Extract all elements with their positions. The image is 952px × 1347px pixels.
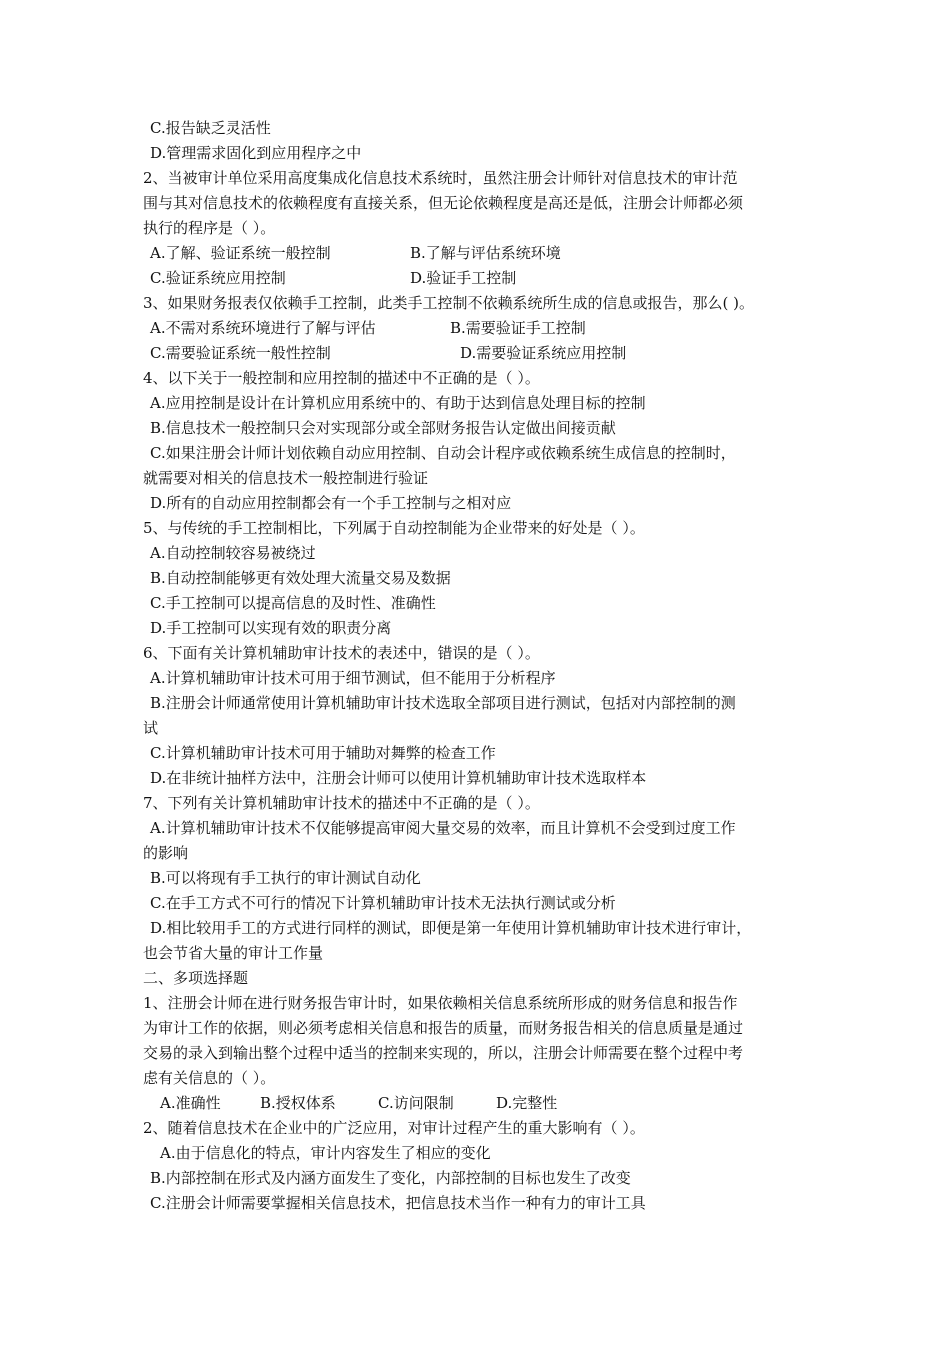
question-text: 2、当被审计单位采用高度集成化信息技术系统时，虽然注册会计师针对信息技术的审计范 — [143, 169, 738, 187]
option-text: C.如果注册会计师计划依赖自动应用控制、自动会计程序或依赖系统生成信息的控制时， — [150, 444, 736, 462]
question-text: 7、下列有关计算机辅助审计技术的描述中不正确的是（ ）。 — [143, 794, 540, 812]
option-row — [143, 316, 815, 341]
option-text: B.授权体系 — [260, 1094, 336, 1112]
option-text: C.需要验证系统一般性控制 — [150, 344, 331, 362]
question-text: 执行的程序是（ ）。 — [143, 219, 276, 237]
option-text: A.了解、验证系统一般控制 — [150, 244, 331, 262]
question-text: 4、以下关于一般控制和应用控制的描述中不正确的是（ ）。 — [143, 369, 540, 387]
option-text: B.可以将现有手工执行的审计测试自动化 — [150, 869, 421, 887]
question-text: 为审计工作的依据，则必须考虑相关信息和报告的质量，而财务报告相关的信息质量是通过 — [143, 1019, 744, 1037]
question-text: 虑有关信息的（ ）。 — [143, 1069, 276, 1087]
option-text: B.需要验证手工控制 — [450, 319, 586, 337]
option-text: A.应用控制是设计在计算机应用系统中的、有助于达到信息处理目标的控制 — [150, 394, 646, 412]
option-text: A.自动控制较容易被绕过 — [150, 544, 316, 562]
option-text: C.访问限制 — [378, 1094, 454, 1112]
option-text: D.手工控制可以实现有效的职责分离 — [150, 619, 392, 637]
option-text: D.管理需求固化到应用程序之中 — [150, 144, 362, 162]
option-text: D.在非统计抽样方法中，注册会计师可以使用计算机辅助审计技术选取样本 — [150, 769, 647, 787]
option-text: A.计算机辅助审计技术可用于细节测试，但不能用于分析程序 — [150, 669, 556, 687]
option-text: C.注册会计师需要掌握相关信息技术，把信息技术当作一种有力的审计工具 — [150, 1194, 646, 1212]
option-row — [143, 1091, 815, 1116]
option-row — [143, 241, 815, 266]
option-row — [143, 266, 815, 291]
option-text: B.了解与评估系统环境 — [410, 244, 561, 262]
question-text: 2、随着信息技术在企业中的广泛应用，对审计过程产生的重大影响有（ ）。 — [143, 1119, 645, 1137]
option-text: D.需要验证系统应用控制 — [460, 344, 627, 362]
option-text: A.不需对系统环境进行了解与评估 — [150, 319, 376, 337]
option-text: C.报告缺乏灵活性 — [150, 119, 271, 137]
option-text: B.信息技术一般控制只会对实现部分或全部财务报告认定做出间接贡献 — [150, 419, 616, 437]
section-heading: 二、多项选择题 — [143, 969, 249, 987]
question-text: 6、下面有关计算机辅助审计技术的表述中，错误的是（ ）。 — [143, 644, 540, 662]
option-text: C.手工控制可以提高信息的及时性、准确性 — [150, 594, 436, 612]
option-text: 就需要对相关的信息技术一般控制进行验证 — [143, 469, 429, 487]
option-text: D.相比较用手工的方式进行同样的测试，即便是第一年使用计算机辅助审计技术进行审计， — [150, 919, 752, 937]
option-text: D.完整性 — [496, 1094, 558, 1112]
option-text: D.验证手工控制 — [410, 269, 517, 287]
question-text: 3、如果财务报表仅依赖手工控制，此类手工控制不依赖系统所生成的信息或报告，那么( )。 — [143, 294, 755, 312]
option-text: B.自动控制能够更有效处理大流量交易及数据 — [150, 569, 451, 587]
option-row — [143, 341, 815, 366]
option-text: 也会节省大量的审计工作量 — [143, 944, 324, 962]
question-text: 交易的录入到输出整个过程中适当的控制来实现的，所以，注册会计师需要在整个过程中考 — [143, 1044, 744, 1062]
option-text: A.由于信息化的特点，审计内容发生了相应的变化 — [160, 1144, 491, 1162]
question-text: 5、与传统的手工控制相比，下列属于自动控制能为企业带来的好处是（ ）。 — [143, 519, 645, 537]
option-text: B.注册会计师通常使用计算机辅助审计技术选取全部项目进行测试，包括对内部控制的测 — [150, 694, 736, 712]
option-text: 试 — [143, 719, 159, 737]
document-page — [143, 116, 815, 1216]
option-text: A.准确性 — [160, 1094, 221, 1112]
option-text: 的影响 — [143, 844, 189, 862]
option-text: C.验证系统应用控制 — [150, 269, 286, 287]
option-text: A.计算机辅助审计技术不仅能够提高审阅大量交易的效率，而且计算机不会受到过度工作 — [150, 819, 736, 837]
option-text: C.计算机辅助审计技术可用于辅助对舞弊的检查工作 — [150, 744, 496, 762]
question-text: 1、注册会计师在进行财务报告审计时，如果依赖相关信息系统所形成的财务信息和报告作 — [143, 994, 738, 1012]
question-text: 围与其对信息技术的依赖程度有直接关系，但无论依赖程度是高还是低，注册会计师都必须 — [143, 194, 744, 212]
option-text: B.内部控制在形式及内涵方面发生了变化，内部控制的目标也发生了改变 — [150, 1169, 631, 1187]
option-text: D.所有的自动应用控制都会有一个手工控制与之相对应 — [150, 494, 512, 512]
option-text: C.在手工方式不可行的情况下计算机辅助审计技术无法执行测试或分析 — [150, 894, 616, 912]
